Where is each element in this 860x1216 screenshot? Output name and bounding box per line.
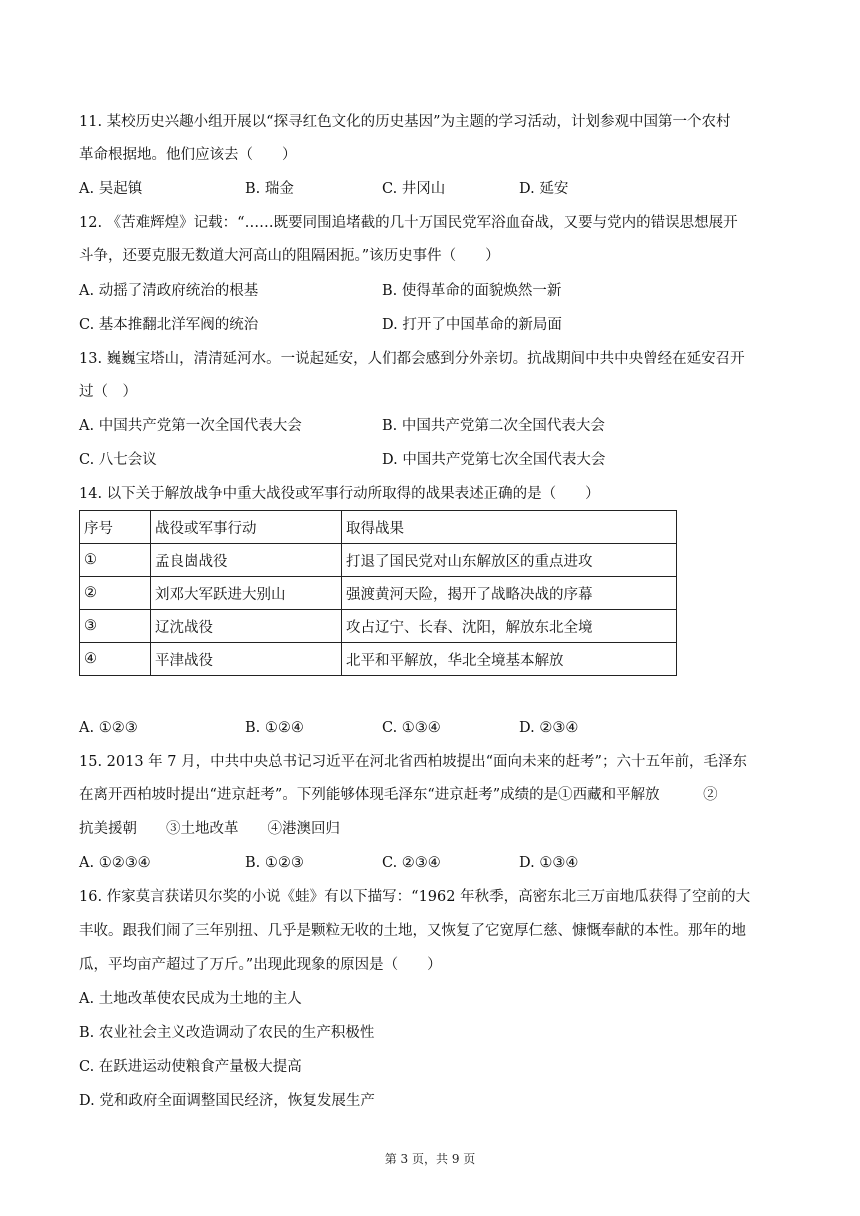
q14-option-c: C. ①③④ [382, 720, 441, 736]
q12-stem-line-2: 斗争，还要克服无数道大河高山的阻隔困扼。”该历史事件（ ） [79, 248, 500, 264]
q13-option-c: C. 八七会议 [79, 452, 157, 468]
q16-stem-line-2: 丰收。跟我们闹了三年别扭、几乎是颗粒无收的土地，又恢复了它宽厚仁慈、慷慨奉献的本性。那年的地 [79, 923, 746, 939]
q16-stem-line-1: 16. 作家莫言获诺贝尔奖的小说《蛙》有以下描写：“1962 年秋季，高密东北三万亩地瓜获得了空前的大 [79, 889, 751, 905]
q15-stem-line-1: 15. 2013 年 7 月，中共中央总书记习近平在河北省西柏坡提出“面向未来的赶考”；六十五年前，毛泽东 [79, 754, 747, 770]
q12-option-c: C. 基本推翻北洋军阀的统治 [79, 317, 259, 333]
q13-stem-line-1: 13. 巍巍宝塔山，清清延河水。一说起延安，人们都会感到分外亲切。抗战期间中共中央曾经在延安召开 [79, 351, 745, 367]
q14-battle-table [79, 510, 677, 676]
table-cell: 辽沈战役 [151, 610, 342, 643]
q16-option-b: B. 农业社会主义改造调动了农民的生产积极性 [79, 1025, 375, 1041]
q15-option-c: C. ②③④ [382, 855, 441, 871]
q14-option-d: D. ②③④ [519, 720, 579, 736]
q12-option-a: A. 动摇了清政府统治的根基 [79, 283, 259, 299]
table-cell: 强渡黄河天险，揭开了战略决战的序幕 [342, 577, 677, 610]
table-row [80, 643, 677, 676]
table-cell: ② [80, 577, 151, 610]
table-row [80, 544, 677, 577]
q16-option-c: C. 在跃进运动使粮食产量极大提高 [79, 1059, 302, 1075]
table-header-cell: 战役或军事行动 [151, 511, 342, 544]
table-cell: 北平和平解放，华北全境基本解放 [342, 643, 677, 676]
table-cell: 刘邓大军跃进大别山 [151, 577, 342, 610]
q11-stem-line-1: 11. 某校历史兴趣小组开展以“探寻红色文化的历史基因”为主题的学习活动，计划参观中国第一个农村 [79, 114, 731, 130]
q14-stem-line-1: 14. 以下关于解放战争中重大战役或军事行动所取得的战果表述正确的是（ ） [79, 486, 600, 502]
table-cell: 攻占辽宁、长春、沈阳，解放东北全境 [342, 610, 677, 643]
table-row [80, 577, 677, 610]
table-header-row [80, 511, 677, 544]
table-header-cell: 取得战果 [342, 511, 677, 544]
q13-option-d: D. 中国共产党第七次全国代表大会 [382, 452, 606, 468]
page-footer: 第 3 页，共 9 页 [384, 1152, 476, 1166]
table-cell: ④ [80, 643, 151, 676]
q11-stem-line-2: 革命根据地。他们应该去（ ） [79, 147, 297, 163]
q12-stem-line-1: 12. 《苦难辉煌》记载：“……既要同围追堵截的几十万国民党军浴血奋战，又要与党内的错误思想展开 [79, 215, 738, 231]
q11-option-c: C. 井冈山 [382, 181, 446, 197]
q11-option-b: B. 瑞金 [245, 181, 294, 197]
table-cell: 孟良崮战役 [151, 544, 342, 577]
table-cell: ① [80, 544, 151, 577]
q15-option-a: A. ①②③④ [79, 855, 151, 871]
q13-stem-line-2: 过（ ） [79, 384, 137, 400]
table-header-cell: 序号 [80, 511, 151, 544]
q14-option-b: B. ①②④ [245, 720, 304, 736]
table-row [80, 610, 677, 643]
table-cell: 打退了国民党对山东解放区的重点进攻 [342, 544, 677, 577]
q11-option-a: A. 吴起镇 [79, 181, 143, 197]
q13-option-a: A. 中国共产党第一次全国代表大会 [79, 418, 302, 434]
q14-option-a: A. ①②③ [79, 720, 138, 736]
q15-stem-line-3: 抗美援朝 ③土地改革 ④港澳回归 [79, 821, 340, 837]
q15-stem-line-2: 在离开西柏坡时提出“进京赶考”。下列能够体现毛泽东“进京赶考”成绩的是①西藏和平解放 ② [79, 787, 718, 803]
q15-option-b: B. ①②③ [245, 855, 304, 871]
table-cell: ③ [80, 610, 151, 643]
q13-option-b: B. 中国共产党第二次全国代表大会 [382, 418, 605, 434]
q15-option-d: D. ①③④ [519, 855, 579, 871]
q12-option-b: B. 使得革命的面貌焕然一新 [382, 283, 562, 299]
q11-option-d: D. 延安 [519, 181, 569, 197]
q16-stem-line-3: 瓜，平均亩产超过了万斤。”出现此现象的原因是（ ） [79, 957, 442, 973]
q16-option-d: D. 党和政府全面调整国民经济，恢复发展生产 [79, 1093, 375, 1109]
q16-option-a: A. 土地改革使农民成为土地的主人 [79, 991, 302, 1007]
q12-option-d: D. 打开了中国革命的新局面 [382, 317, 562, 333]
table-cell: 平津战役 [151, 643, 342, 676]
